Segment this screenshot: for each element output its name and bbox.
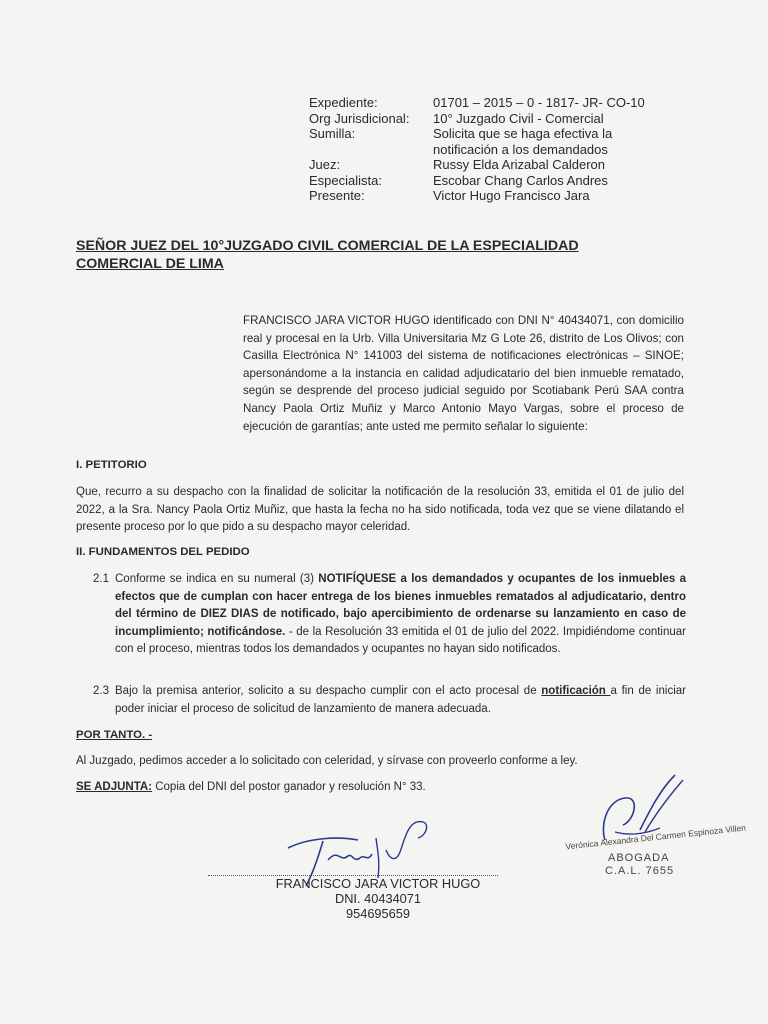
meta-value: Russy Elda Arizabal Calderon [433, 157, 605, 172]
meta-value: notificación a los demandados [433, 141, 608, 157]
stamp-role: ABOGADA [608, 852, 670, 864]
meta-label: Presente: [309, 188, 365, 203]
case-metadata [309, 95, 645, 204]
item-text [115, 683, 686, 718]
meta-row-especialista [309, 173, 645, 189]
meta-label [309, 142, 433, 158]
heading-line-1: SEÑOR JUEZ DEL 10°JUZGADO CIVIL COMERCIAL DE LA ESPECIALIDAD [76, 238, 579, 254]
petitorio-paragraph: Que, recurro a su despacho con la finalidad de solicitar la notificación de la resolución 33, emitida el 01 de julio del 2022, a la Sra. Nancy Paola Ortiz Muñiz, que hasta la fecha no ha sido notificada, toda vez que se viene dilatando el presente proceso por lo que pido a su despacho mayor celeridad. [76, 486, 684, 534]
item-text-pre: Conforme se indica en su numeral (3) [115, 573, 319, 585]
meta-value: 01701 – 2015 – 0 - 1817- JR- CO-10 [433, 95, 645, 110]
meta-row-org [309, 111, 645, 127]
item-text-bold: NOTIFÍQUESE a los demandados y ocupantes de los inmuebles a efectos que de cumplan con hacer entrega de los bienes inmuebles rematados al adjudicatario, dentro del término de DIEZ DIAS de notificado, bajo apercibimiento de ordenarse su lanzamiento en caso de incumplimiento; notificándose. [115, 573, 686, 638]
stamp-cal-number: C.A.L. 7655 [605, 865, 675, 877]
por-tanto-paragraph: Al Juzgado, pedimos acceder a lo solicitado con celeridad, y sírvase con proveerlo conforme a ley. [76, 755, 578, 767]
meta-value: Victor Hugo Francisco Jara [433, 188, 590, 203]
document-heading [76, 237, 636, 273]
meta-row-sumilla-cont [309, 142, 645, 158]
signer-name: FRANCISCO JARA VICTOR HUGO [275, 876, 481, 891]
signer-dni: DNI. 40434071 [334, 891, 422, 906]
item-text-post: - de la Resolución 33 emitida el 01 de julio del 2022. Impidiéndome continuar con el proceso, mientras todos los demandados y ocupantes no hayan sido notificados. [115, 625, 687, 655]
meta-row-juez [309, 157, 645, 173]
heading-line-2: COMERCIAL DE LIMA [76, 256, 224, 272]
fundamento-item-2-3 [93, 683, 686, 718]
stamp-name: Verónica Alexandra Del Carmen Espinoza Villen [564, 822, 747, 852]
meta-row-expediente [309, 95, 645, 111]
meta-label: Org Jurisdicional: [309, 110, 410, 126]
signer-block [238, 876, 518, 921]
intro-paragraph: FRANCISCO JARA VICTOR HUGO identificado con DNI N° 40434071, con domicilio real y procesal en la Urb. Villa Universitaria Mz G Lote 26, distrito de Los Olivos; con Casilla Electrónica N° 141003 del sistema de notificaciones electrónicas – SINOE; apersonándome a la instancia en calidad adjudicatario del bien inmueble rematado, según se desprende del proceso judicial seguido por Scotiabank Perú SAA contra Nancy Paola Ortiz Muñiz y Marco Antonio Mayo Vargas, sobre el proceso de ejecución de garantías; ante usted me permito señalar lo siguiente: [243, 314, 684, 433]
lawyer-stamp [560, 822, 747, 880]
meta-value: Escobar Chang Carlos Andres [433, 172, 608, 188]
meta-label: Especialista: [309, 172, 382, 188]
fundamento-item-2-1 [93, 571, 686, 659]
attachments-label: SE ADJUNTA: [76, 781, 153, 793]
item-number: 2.3 [93, 685, 109, 697]
signer-phone: 954695659 [345, 906, 411, 921]
section-title-petitorio: I. PETITORIO [76, 459, 147, 471]
meta-label: Expediente: [309, 95, 378, 110]
section-title-por-tanto: POR TANTO. - [76, 729, 153, 741]
item-text-bold: notificación [541, 685, 611, 697]
section-title-fundamentos: II. FUNDAMENTOS DEL PEDIDO [76, 546, 250, 558]
meta-value: Solicita que se haga efectiva la [433, 126, 613, 141]
meta-label: Juez: [309, 157, 341, 172]
meta-row-presente [309, 188, 645, 204]
meta-row-sumilla [309, 126, 645, 142]
item-text [115, 571, 686, 659]
item-text-post: a fin de iniciar poder iniciar el proceso de solicitud de lanzamiento de manera adecuada. [115, 685, 686, 715]
attachments-text: Copia del DNI del postor ganador y resolución N° 33. [152, 781, 426, 793]
meta-label: Sumilla: [309, 126, 356, 141]
item-number: 2.1 [93, 573, 109, 585]
item-text-pre: Bajo la premisa anterior, solicito a su despacho cumplir con el acto procesal de [115, 685, 542, 697]
meta-value: 10° Juzgado Civil - Comercial [433, 110, 604, 126]
